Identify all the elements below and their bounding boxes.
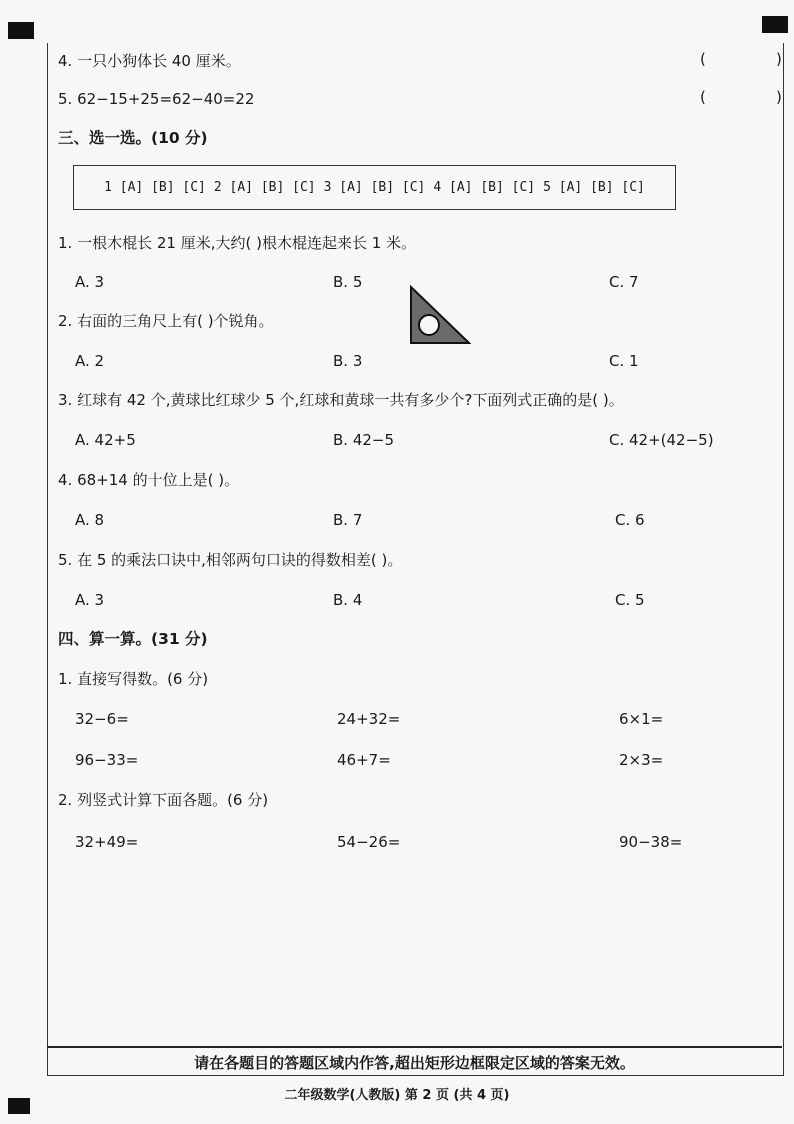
question-4-stem: 4. 68+14 的十位上是( )。 [58,471,240,489]
vertical-calc-item[interactable]: 32+49= [75,833,139,851]
question-1-stem: 1. 一根木棍长 21 厘米,大约( )根木棍连起来长 1 米。 [58,234,417,252]
page-footer: 二年级数学(人教版) 第 2 页 (共 4 页) [284,1088,510,1103]
calc-item[interactable]: 96−33= [75,751,139,769]
judge-paren-open-5[interactable]: ( [700,88,706,106]
question-4-option-b: B. 7 [333,511,363,529]
question-1-option-b: B. 5 [333,273,363,291]
judge-item-4: 4. 一只小狗体长 40 厘米。 [58,52,241,70]
question-5-option-a: A. 3 [75,591,105,609]
section-3-title: 三、选一选。(10 分) [58,129,208,147]
calc-item[interactable]: 32−6= [75,710,129,728]
question-3-stem: 3. 红球有 42 个,黄球比红球少 5 个,红球和黄球一共有多少个?下面列式正确的是( )。 [58,391,624,409]
answer-card-q5[interactable]: 5 [A] [B] [C] [543,180,645,195]
question-3-option-a: A. 42+5 [75,431,136,449]
answer-card-q4[interactable]: 4 [A] [B] [C] [433,180,536,195]
question-5-option-b: B. 4 [333,591,363,609]
corner-marker-top-left [8,22,34,39]
calc-item[interactable]: 24+32= [337,710,401,728]
question-4-option-a: A. 8 [75,511,105,529]
question-1-option-c: C. 7 [609,273,639,291]
answer-card-q3[interactable]: 3 [A] [B] [C] [323,180,426,195]
judge-paren-close-4: ) [776,50,782,68]
part-2-title: 2. 列竖式计算下面各题。(6 分) [58,791,269,809]
question-5-option-c: C. 5 [615,591,645,609]
judge-paren-open-4[interactable]: ( [700,50,706,68]
calc-item[interactable]: 2×3= [619,751,664,769]
question-4-option-c: C. 6 [615,511,645,529]
answer-region-notice: 请在各题目的答题区域内作答,超出矩形边框限定区域的答案无效。 [47,1046,782,1077]
part-1-title: 1. 直接写得数。(6 分) [58,670,209,688]
question-2-option-c: C. 1 [609,352,639,370]
question-2-option-b: B. 3 [333,352,363,370]
vertical-calc-item[interactable]: 90−38= [619,833,683,851]
question-3-option-c: C. 42+(42−5) [609,431,714,449]
corner-marker-top-right [762,16,788,33]
judge-item-5: 5. 62−15+25=62−40=22 [58,90,255,108]
answer-card-q2[interactable]: 2 [A] [B] [C] [213,180,316,195]
judge-paren-close-5: ) [776,88,782,106]
section-4-title: 四、算一算。(31 分) [58,630,208,648]
calc-item[interactable]: 46+7= [337,751,391,769]
question-2-option-a: A. 2 [75,352,105,370]
question-1-option-a: A. 3 [75,273,105,291]
question-5-stem: 5. 在 5 的乘法口诀中,相邻两句口诀的得数相差( )。 [58,551,403,569]
question-3-option-b: B. 42−5 [333,431,395,449]
answer-card[interactable] [73,165,676,210]
calc-item[interactable]: 6×1= [619,710,664,728]
triangle-ruler-icon [409,285,471,345]
question-2-stem: 2. 右面的三角尺上有( )个锐角。 [58,312,274,330]
answer-card-q1[interactable]: 1 [A] [B] [C] [104,180,206,195]
vertical-calc-item[interactable]: 54−26= [337,833,401,851]
